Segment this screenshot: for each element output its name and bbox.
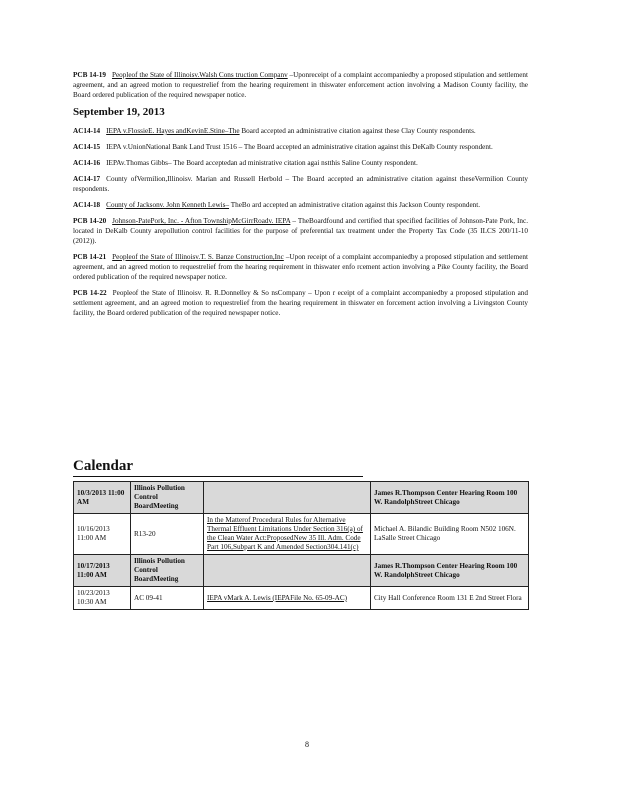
calendar-cell-text: City Hall Conference Room 131 E 2nd Street Flora xyxy=(374,593,522,602)
calendar-cell-text: James R.Thompson Center Hearing Room 100 W. RandolphStreet Chicago xyxy=(374,488,518,506)
case-link[interactable]: Johnson-PatePork, Inc. - Afton TownshipMcGirrRoadv. IEPA xyxy=(112,217,291,225)
page-number: 8 xyxy=(305,740,309,749)
docket-id: AC14-18 xyxy=(73,201,101,209)
calendar-cell-c3[interactable] xyxy=(204,587,371,610)
docket-entry xyxy=(73,288,528,318)
entries-after xyxy=(73,126,528,318)
docket-entry xyxy=(73,142,528,152)
docket-entry xyxy=(73,126,528,136)
calendar-cell-c2 xyxy=(131,514,204,555)
calendar-title: Calendar xyxy=(73,458,133,474)
calendar-cell-text: Illinois Pollution Control BoardMeeting xyxy=(134,557,185,583)
case-link[interactable]: IEPA v.FlossieE. Hayes andKevinE.Stine–The xyxy=(106,127,240,135)
docket-id: PCB 14-22 xyxy=(73,289,107,297)
calendar-cell-text: 10/17/2013 11:00 AM xyxy=(77,561,110,579)
calendar-row xyxy=(74,555,529,587)
entry-text: Peopleof the State of Illinoisv. R. R.Donnelley & So nsCompany – Upon r eceipt of a complaint accompaniedby a proposed stipulation and settlement agreement, and an agreed motion to requestrelief from the hearing requirement in thiswater en forcement action involving a Livingston County facility, the Board ordered publication of the required newspaper notice. xyxy=(73,289,528,317)
docket-id: PCB 14-19 xyxy=(73,71,106,79)
date-heading: September 19, 2013 xyxy=(73,106,165,118)
calendar-cell-text: Michael A. Bilandic Building Room N502 106N. LaSalle Street Chicago xyxy=(374,525,516,542)
docket-id: AC14-15 xyxy=(73,143,101,151)
docket-id: AC14-14 xyxy=(73,127,101,135)
entry-text: – TheBoardfound and certified that specified facilities of Johnson-Pate Pork, Inc. located in DeKalb County arepollution control facilities for the purpose of preferential tax treatment under the Property Tax Code (35 ILCS 200/11-10 (2012)). xyxy=(73,217,528,245)
calendar-cell-c2 xyxy=(131,482,204,514)
docket-entry xyxy=(73,174,528,194)
calendar-cell-c2 xyxy=(131,587,204,610)
calendar-cell-c1 xyxy=(74,514,131,555)
calendar-table xyxy=(73,481,529,610)
calendar-cell-c1 xyxy=(74,555,131,587)
calendar-cell-c1 xyxy=(74,587,131,610)
calendar-cell-text: 10/3/2013 11:00 AM xyxy=(77,488,125,506)
docket-entry xyxy=(73,158,528,168)
calendar-cell-c2 xyxy=(131,555,204,587)
calendar-row xyxy=(74,514,529,555)
calendar-cell-text: IEPA vMark A. Lewis (IEPAFile No. 65-09-AC) xyxy=(207,593,348,602)
calendar-cell-text: 10/16/2013 11:00 AM xyxy=(77,525,110,542)
docket-id: AC14-16 xyxy=(73,159,101,167)
calendar-cell-text: In the Matterof Procedural Rules for Alternative Thermal Effluent Limitations Under Section 316(a) of the Clean Water Act:ProposedNew 35 Ill. Adm. Code Part 106,Subpart K and Amended Section304.141(c) xyxy=(207,516,363,551)
case-link[interactable]: Peopleof the State of Illinoisv.T. S. Banze Construction,Inc xyxy=(112,253,284,261)
docket-id: AC14-17 xyxy=(73,175,101,183)
entry-text: IEPA v.UnionNational Bank Land Trust 1516 – The Board accepted an administrative citation against this DeKalb County respondent. xyxy=(106,143,493,151)
docket-entry xyxy=(73,216,528,246)
calendar-cell-c3[interactable] xyxy=(204,514,371,555)
calendar-row xyxy=(74,587,529,610)
calendar-cell-c4 xyxy=(371,555,529,587)
calendar-cell-c1 xyxy=(74,482,131,514)
docket-id: PCB 14-20 xyxy=(73,217,107,225)
docket-entry xyxy=(73,200,528,210)
calendar-cell-text: R13-20 xyxy=(134,529,156,538)
newsletter-body xyxy=(73,70,528,324)
docket-id: PCB 14-21 xyxy=(73,253,107,261)
entry-text: TheBo ard accepted an administrative citation against this Jackson County respondent. xyxy=(229,201,481,209)
calendar-rule xyxy=(73,476,363,477)
entries-before xyxy=(73,70,528,100)
case-link[interactable]: Peopleof the State of Illinoisv.Walsh Cons truction Companv xyxy=(111,71,288,79)
calendar-row xyxy=(74,482,529,514)
calendar-cell-c4 xyxy=(371,587,529,610)
docket-entry xyxy=(73,252,528,282)
docket-entry xyxy=(73,70,528,100)
calendar-cell-c3 xyxy=(204,555,371,587)
entry-text: –Upon receipt of a complaint accompaniedby a proposed stipulation and settlement agreement, and an agreed motion to requestrelief from the hearing requirement in thiswater enfo rcement action involving a Pike County facility, the Board ordered publication of the required newspaper notice. xyxy=(73,253,528,281)
calendar-cell-text: James R.Thompson Center Hearing Room 100 W. RandolphStreet Chicago xyxy=(374,561,518,579)
calendar-cell-text: 10/23/2013 10:30 AM xyxy=(77,589,110,606)
calendar-cell-c4 xyxy=(371,482,529,514)
case-link[interactable]: County of Jacksonv. John Kenneth Lewis– xyxy=(106,201,230,209)
entry-text: IEPAv.Thomas Gibbs– The Board acceptedan ad ministrative citation agai nstthis Saline County respondent. xyxy=(106,159,418,167)
calendar-cell-text: AC 09-41 xyxy=(134,593,163,602)
entry-text: Board accepted an administrative citation against these Clay County respondents. xyxy=(239,127,476,135)
calendar-cell-c4 xyxy=(371,514,529,555)
entry-text: –Uponreceipt of a complaint accompaniedby a proposed stipulation and settlement agreement, and an agreed motion to requestrelief from the hearing requirement in thiswater enforcement action involving a Madison County facility, the Board ordered publication of the required newspaper notice. xyxy=(73,71,528,99)
entry-text: County ofVermilion,Illinoisv. Marian and Russell Herbold – The Board accepted an administrative citation against theseVermilion County respondents. xyxy=(73,175,528,193)
calendar-cell-c3 xyxy=(204,482,371,514)
calendar-cell-text: Illinois Pollution Control BoardMeeting xyxy=(134,484,185,510)
